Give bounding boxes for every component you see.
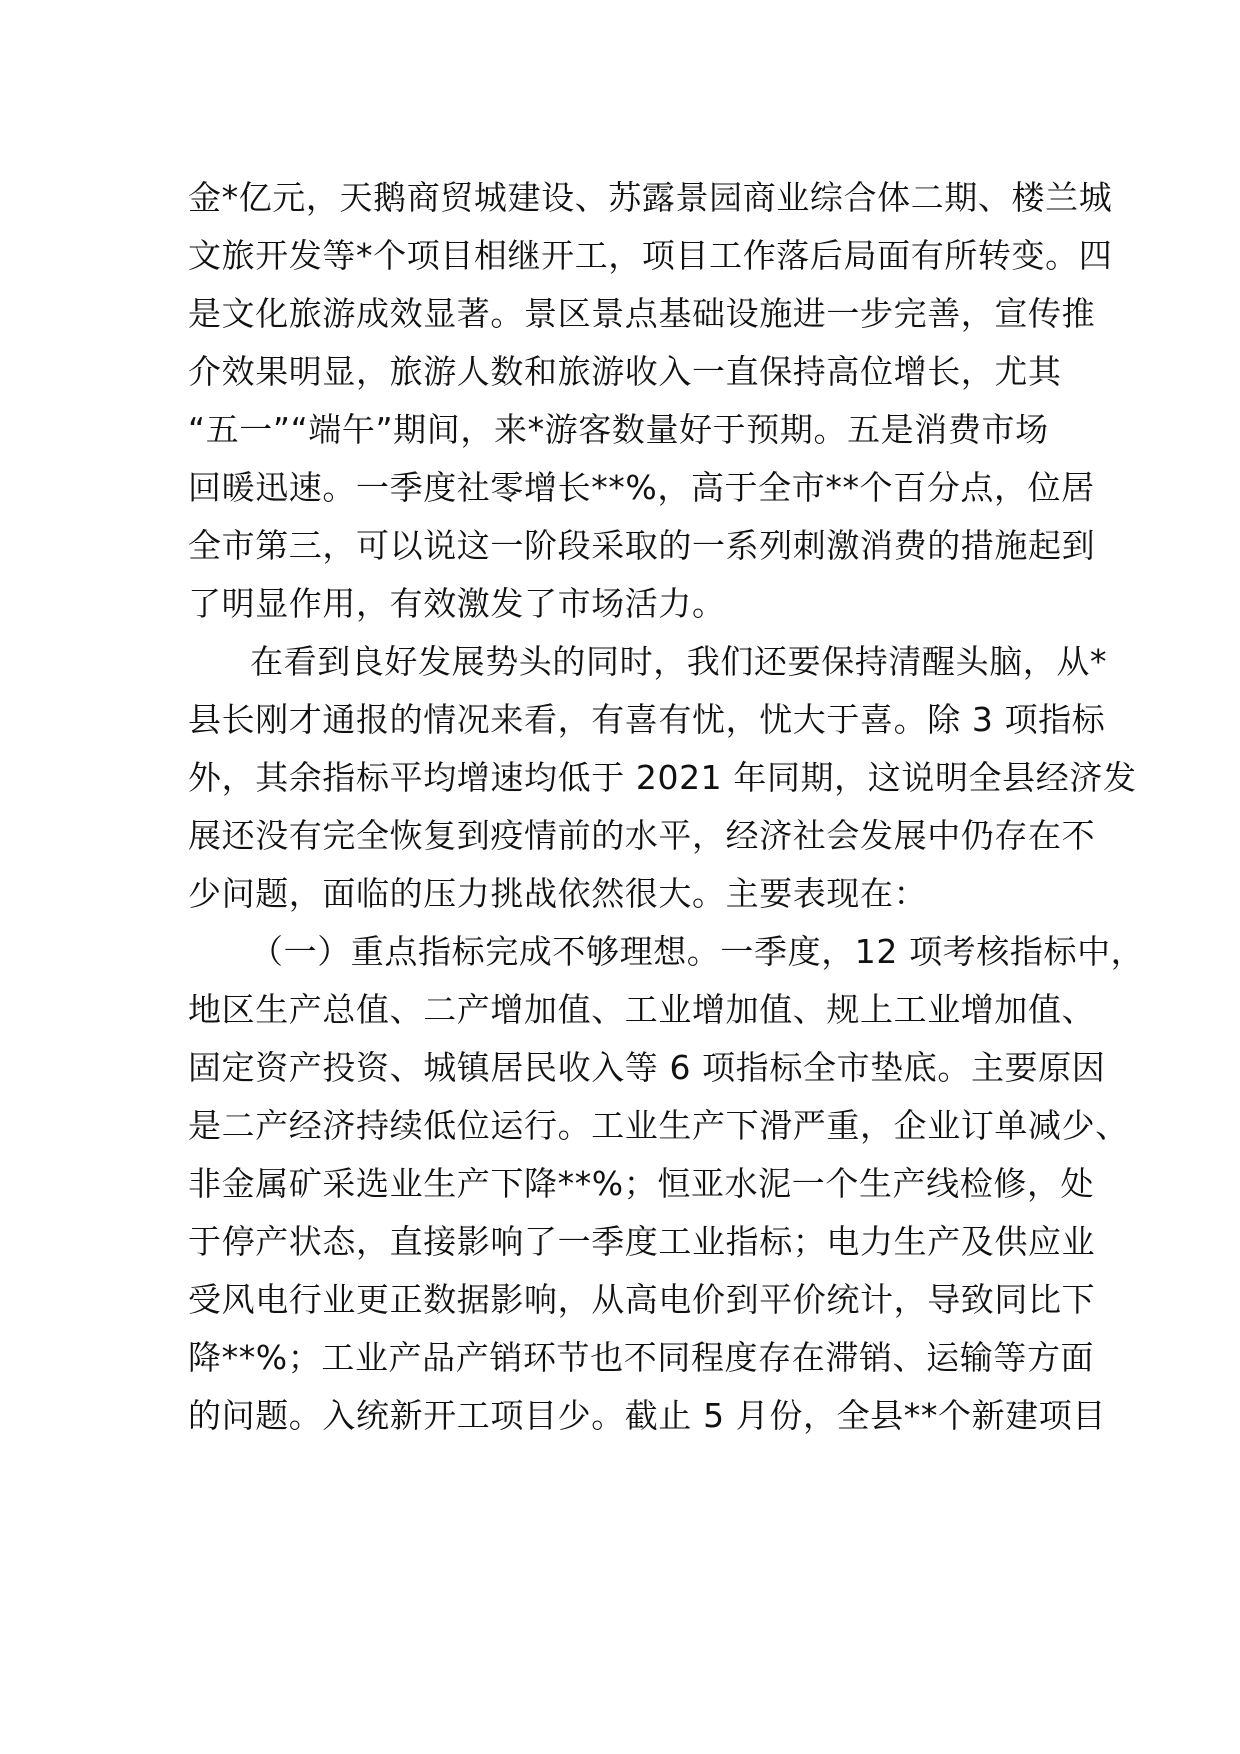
paragraph-start-line: 在看到良好发展势头的同时，我们还要保持清醒头脑，从* (250, 642, 1108, 681)
text-line: 外，其余指标平均增速均低于 2021 年同期，这说明全县经济发 (188, 758, 1137, 797)
text-line: 非金属矿采选业生产下降**%；恒亚水泥一个生产线检修，处 (188, 1164, 1095, 1203)
text-line: 的问题。入统新开工项目少。截止 5 月份，全县**个新建项目 (188, 1396, 1106, 1435)
text-line: 回暖迅速。一季度社零增长**%，高于全市**个百分点，位居 (188, 468, 1095, 507)
text-line: 少问题，面临的压力挑战依然很大。主要表现在： (188, 874, 928, 913)
text-line: 是二产经济持续低位运行。工业生产下滑严重，企业订单减少、 (188, 1106, 1129, 1145)
text-line: 是文化旅游成效显著。景区景点基础设施进一步完善，宣传推 (188, 294, 1096, 333)
text-line: 受风电行业更正数据影响，从高电价到平价统计，导致同比下 (188, 1280, 1096, 1319)
text-line: 降**%；工业产品产销环节也不同程度存在滞销、运输等方面 (188, 1338, 1095, 1377)
text-line: “五一”“端午”期间，来*游客数量好于预期。五是消费市场 (188, 410, 1049, 449)
text-line: 展还没有完全恢复到疫情前的水平，经济社会发展中仍存在不 (188, 816, 1096, 855)
text-line: 了明显作用，有效激发了市场活力。 (188, 584, 726, 623)
text-line: 地区生产总值、二产增加值、工业增加值、规上工业增加值、 (188, 990, 1096, 1029)
text-line: 金*亿元，天鹅商贸城建设、苏露景园商业综合体二期、楼兰城 (188, 178, 1113, 217)
text-line: 于停产状态，直接影响了一季度工业指标；电力生产及供应业 (188, 1222, 1096, 1261)
text-line: 固定资产投资、城镇居民收入等 6 项指标全市垫底。主要原因 (188, 1048, 1106, 1087)
text-line: 文旅开发等*个项目相继开工，项目工作落后局面有所转变。四 (188, 236, 1113, 275)
text-line: 全市第三，可以说这一阶段采取的一系列刺激消费的措施起到 (188, 526, 1096, 565)
section-heading-line: （一）重点指标完成不够理想。一季度，12 项考核指标中， (250, 932, 1145, 971)
text-line: 县长刚才通报的情况来看，有喜有忧，忧大于喜。除 3 项指标 (188, 700, 1106, 739)
text-line: 介效果明显，旅游人数和旅游收入一直保持高位增长，尤其 (188, 352, 1062, 391)
